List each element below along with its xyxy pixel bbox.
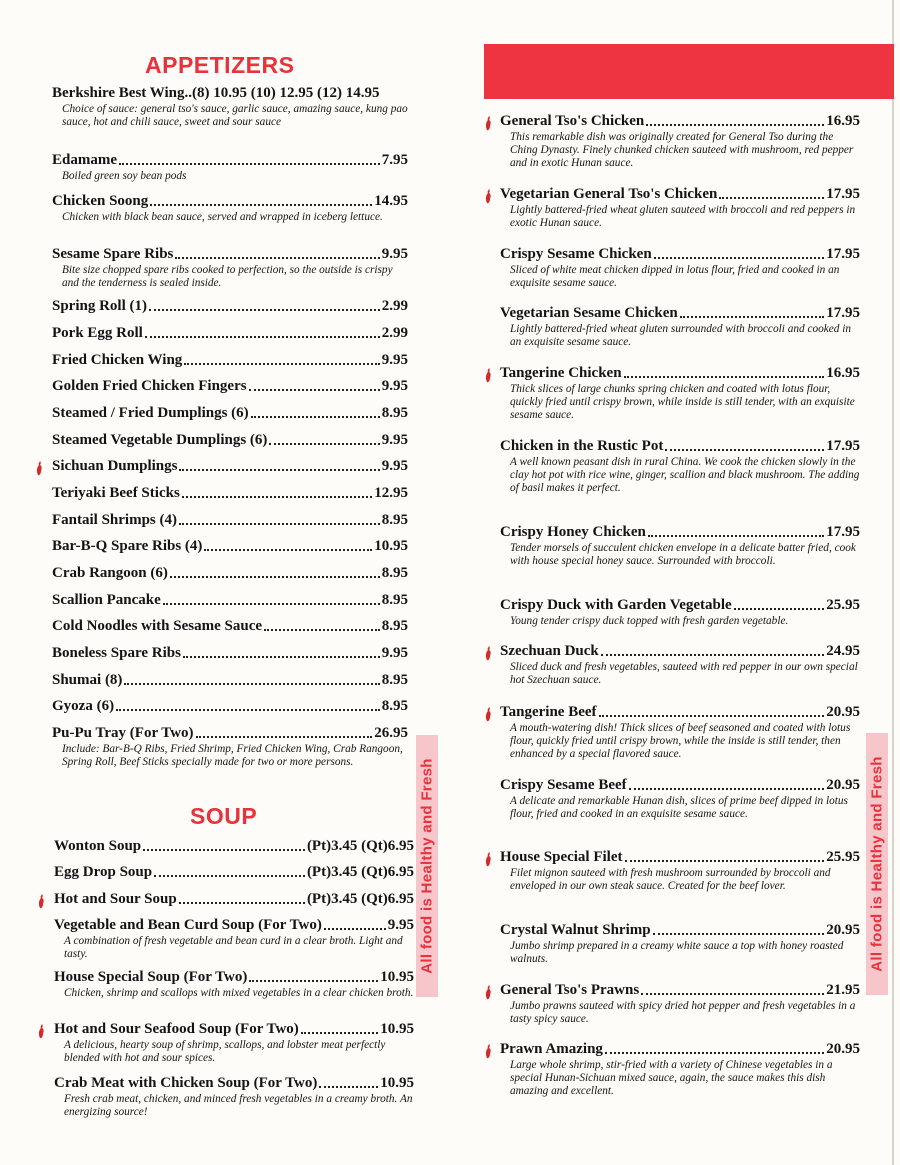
soup-item: [54, 864, 414, 881]
item-description: Boiled green soy bean pods: [62, 170, 187, 182]
item-line: [52, 298, 408, 315]
item-name: Chicken in the Rustic Pot: [500, 438, 664, 454]
appetizers-item: [52, 592, 408, 609]
item-description: Thick slices of large chunks spring chicken and coated with lotus flour, quickly fried until crispy brown, while inside is still tender, with an exquisite sesame sauce.: [510, 383, 855, 421]
appetizers-item: [52, 405, 408, 422]
leader-dots: [605, 1052, 824, 1054]
item-price: (Pt)3.45 (Qt)6.95: [306, 864, 414, 880]
leader-dots: [170, 576, 380, 578]
item-line: [54, 917, 414, 934]
leader-dots: [319, 1086, 378, 1088]
specials-item: [500, 365, 860, 422]
item-name: Teriyaki Beef Sticks: [52, 485, 180, 501]
item-description: Chicken with black bean sauce, served and wrapped in iceberg lettuce.: [62, 211, 383, 223]
item-description: Jumbo shrimp prepared in a creamy white sauce a top with honey roasted walnuts.: [510, 940, 844, 965]
item-price: 9.95: [381, 352, 408, 368]
item-name: Szechuan Duck: [500, 643, 599, 659]
item-name: Spring Roll (1): [52, 298, 148, 314]
specials-item: [500, 982, 860, 1026]
specials-item: [500, 849, 860, 893]
item-description: Bite size chopped spare ribs cooked to perfection, so the outside is crispy and the tenderness is sealed inside.: [62, 264, 393, 289]
leader-dots: [646, 124, 824, 126]
item-price: 9.95: [387, 917, 414, 933]
specials-item: [500, 113, 860, 170]
item-name: Prawn Amazing: [500, 1041, 603, 1057]
item-description: Jumbo prawns sauteed with spicy dried hot pepper and fresh vegetables in a tasty spicy sauce.: [510, 1000, 856, 1025]
chili-pepper-icon: [485, 189, 492, 204]
item-price: 20.95: [826, 922, 860, 938]
item-price: 9.95: [381, 458, 408, 474]
leader-dots: [648, 535, 824, 537]
item-name: Pork Egg Roll: [52, 325, 143, 341]
item-description: Lightly battered-fried wheat gluten sauteed with broccoli and red peppers in exotic Hunan sauce.: [510, 204, 856, 229]
item-name: Tangerine Chicken: [500, 365, 622, 381]
item-name: Cold Noodles with Sesame Sauce: [52, 618, 263, 634]
leader-dots: [629, 788, 825, 790]
leader-dots: [653, 933, 825, 935]
item-line: [52, 458, 408, 475]
item-line: [52, 405, 408, 422]
item-description: This remarkable dish was originally created for General Tso during the Ching Dynasty. Finely chunked chicken sauteed with mushroom, red pepper and in exotic Hunan sauce.: [510, 131, 854, 169]
appetizers-item: [52, 432, 408, 449]
appetizers-item: [52, 698, 408, 715]
item-line: [52, 725, 408, 742]
item-description: Include: Bar-B-Q Ribs, Fried Shrimp, Fried Chicken Wing, Crab Rangoon, Spring Roll, Beef Sticks specially made for two or more persons.: [62, 743, 403, 768]
item-line: [54, 969, 414, 986]
appetizers-item: [52, 645, 408, 662]
leader-dots: [179, 902, 305, 904]
chili-pepper-icon: [485, 985, 492, 1000]
leader-dots: [179, 523, 380, 525]
soup-item: [54, 838, 414, 855]
item-price: 25.95: [826, 597, 860, 613]
item-description: Fresh crab meat, chicken, and minced fresh vegetables in a creamy broth. An energizing source!: [64, 1093, 413, 1118]
chili-pepper-icon: [485, 646, 492, 661]
item-name: Vegetarian General Tso's Chicken: [500, 186, 718, 202]
specials-item: [500, 1041, 860, 1098]
chili-pepper-icon: [485, 707, 492, 722]
item-description: A well known peasant dish in rural China. We cook the chicken slowly in the clay hot pot with rice wine, ginger, scallion and black mushroom. The adding of basil makes it perfect.: [510, 456, 860, 494]
appetizers-item: [52, 565, 408, 582]
item-name: General Tso's Prawns: [500, 982, 640, 998]
leader-dots: [249, 980, 378, 982]
item-line: [52, 246, 408, 263]
item-line: [52, 485, 408, 502]
leader-dots: [719, 197, 824, 199]
item-description: Chicken, shrimp and scallops with mixed vegetables in a clear chicken broth.: [64, 987, 414, 999]
item-description: A delicious, hearty soup of shrimp, scallops, and lobster meat perfectly blended with hot and sour spices.: [64, 1039, 386, 1064]
item-description: A mouth-watering dish! Thick slices of beef seasoned and coated with lotus flour, quickly fried until crispy brown, while the inside is still tender, then enhanced by a special flavored sauce.: [510, 722, 851, 760]
item-line: [54, 891, 414, 908]
item-line: [52, 432, 408, 449]
leader-dots: [154, 875, 305, 877]
item-price: 17.95: [826, 524, 860, 540]
page-edge: [892, 0, 894, 1165]
item-line: [52, 378, 408, 395]
item-line: [52, 193, 408, 210]
specials-item: [500, 704, 860, 761]
item-description: Young tender crispy duck topped with fresh garden vegetable.: [510, 615, 789, 627]
item-name: Edamame: [52, 152, 117, 168]
appetizers-item: [52, 512, 408, 529]
item-name: Golden Fried Chicken Fingers: [52, 378, 247, 394]
appetizers-item: [52, 618, 408, 635]
item-line: [52, 325, 408, 342]
item-price: 17.95: [826, 186, 860, 202]
healthy-banner-right: [866, 733, 888, 995]
leader-dots: [145, 336, 380, 338]
item-name: Vegetable and Bean Curd Soup (For Two): [54, 917, 322, 933]
item-name: Bar-B-Q Spare Ribs (4): [52, 538, 203, 554]
item-price: 21.95: [826, 982, 860, 998]
leader-dots: [654, 257, 825, 259]
item-line: [500, 777, 860, 794]
item-description: Tender morsels of succulent chicken envelope in a delicate batter fried, cook with house special honey sauce. Surrounded with broccoli.: [510, 542, 856, 567]
appetizers-item: [52, 85, 408, 129]
item-price: 8.95: [381, 618, 408, 634]
item-line: [500, 1041, 860, 1058]
leader-dots: [301, 1032, 378, 1034]
item-name: Shumai (8): [52, 672, 123, 688]
item-name: Wonton Soup: [54, 838, 142, 854]
item-price: 8.95: [381, 672, 408, 688]
item-line: [500, 113, 860, 130]
item-price: 9.95: [381, 645, 408, 661]
item-name: Sichuan Dumplings: [52, 458, 178, 474]
item-line: [52, 152, 408, 169]
item-line: [54, 1075, 414, 1092]
item-price: 9.95: [381, 246, 408, 262]
item-name: Steamed / Fried Dumplings (6): [52, 405, 249, 421]
chili-pepper-icon: [36, 461, 43, 476]
chili-pepper-icon: [485, 368, 492, 383]
specials-item: [500, 305, 860, 349]
leader-dots: [150, 204, 372, 206]
healthy-banner-left: [416, 735, 438, 997]
leader-dots: [204, 549, 372, 551]
item-name: Egg Drop Soup: [54, 864, 153, 880]
healthy-banner-right-text: All food is Healthy and Fresh: [868, 756, 886, 972]
item-name: Crystal Walnut Shrimp: [500, 922, 651, 938]
item-description: A combination of fresh vegetable and bean curd in a clear broth. Light and tasty.: [64, 935, 403, 960]
header-red-band: [484, 44, 894, 99]
leader-dots: [641, 993, 824, 995]
item-description: Sliced duck and fresh vegetables, sauteed with red pepper in our own special hot Szechuan sauce.: [510, 661, 858, 686]
item-price: 8.95: [381, 512, 408, 528]
item-name: Sesame Spare Ribs: [52, 246, 174, 262]
item-price: (Pt)3.45 (Qt)6.95: [306, 838, 414, 854]
appetizers-item: [52, 725, 408, 769]
appetizers-item: [52, 672, 408, 689]
item-description: Sliced of white meat chicken dipped in lotus flour, fried and cooked in an exquisite sesame sauce.: [510, 264, 840, 289]
appetizers-title: APPETIZERS: [145, 52, 295, 78]
item-line: [500, 982, 860, 999]
item-price: 17.95: [826, 246, 860, 262]
item-price: 16.95: [826, 113, 860, 129]
soup-title: SOUP: [190, 803, 258, 829]
item-name: Crispy Sesame Beef: [500, 777, 627, 793]
item-price: 2.99: [381, 325, 408, 341]
leader-dots: [625, 860, 825, 862]
item-line: [52, 85, 408, 102]
item-name: Scallion Pancake: [52, 592, 161, 608]
item-name: Gyoza (6): [52, 698, 115, 714]
appetizers-item: [52, 246, 408, 290]
item-line: [500, 438, 860, 455]
specials-item: [500, 438, 860, 495]
item-name: Pu-Pu Tray (For Two): [52, 725, 194, 741]
appetizers-item: [52, 152, 408, 183]
leader-dots: [324, 928, 386, 930]
item-price: 20.95: [826, 704, 860, 720]
item-price: 20.95: [826, 777, 860, 793]
item-name: Boneless Spare Ribs: [52, 645, 181, 661]
item-description: Large whole shrimp, stir-fried with a variety of Chinese vegetables in a special Hunan-Sichuan mixed sauce, again, the sauce makes this dish amazing and excellent.: [510, 1059, 833, 1097]
chili-pepper-icon: [38, 894, 45, 909]
item-price: 2.99: [381, 298, 408, 314]
item-description: Filet mignon sauteed with fresh mushroom surrounded by broccoli and enveloped in our own steak sauce. Created for the beef lover.: [510, 867, 831, 892]
item-line: [54, 864, 414, 881]
item-line: [52, 538, 408, 555]
item-price: 10.95: [374, 538, 408, 554]
chili-pepper-icon: [38, 1024, 45, 1039]
leader-dots: [116, 709, 380, 711]
item-price: (Pt)3.45 (Qt)6.95: [306, 891, 414, 907]
leader-dots: [183, 656, 380, 658]
leader-dots: [624, 376, 825, 378]
item-name: Chicken Soong: [52, 193, 149, 209]
item-line: [52, 592, 408, 609]
item-price: 24.95: [826, 643, 860, 659]
item-name: Steamed Vegetable Dumplings (6): [52, 432, 268, 448]
item-name: House Special Soup (For Two): [54, 969, 248, 985]
appetizers-item: [52, 538, 408, 555]
leader-dots: [182, 496, 372, 498]
leader-dots: [143, 849, 305, 851]
specials-item: [500, 597, 860, 628]
appetizers-item: [52, 352, 408, 369]
specials-item: [500, 643, 860, 687]
leader-dots: [184, 363, 379, 365]
leader-dots: [124, 683, 379, 685]
item-line: [52, 352, 408, 369]
item-line: [52, 698, 408, 715]
item-name: Tangerine Beef: [500, 704, 597, 720]
item-line: [54, 1021, 414, 1038]
item-line: [52, 565, 408, 582]
soup-item: [54, 1075, 414, 1119]
item-name: House Special Filet: [500, 849, 623, 865]
leader-dots: [175, 257, 379, 259]
appetizers-item: [52, 298, 408, 315]
leader-dots: [269, 443, 379, 445]
item-price: 26.95: [374, 725, 408, 741]
item-price: 17.95: [826, 305, 860, 321]
item-price: 10.95: [380, 1075, 414, 1091]
specials-item: [500, 524, 860, 568]
item-line: [500, 643, 860, 660]
item-name: Crispy Duck with Garden Vegetable: [500, 597, 732, 613]
item-line: [500, 186, 860, 203]
leader-dots: [734, 608, 825, 610]
item-line: [54, 838, 414, 855]
leader-dots: [119, 163, 380, 165]
item-name: Fantail Shrimps (4): [52, 512, 178, 528]
item-price: 12.95: [374, 485, 408, 501]
appetizers-item: [52, 485, 408, 502]
leader-dots: [249, 389, 380, 391]
leader-dots: [179, 469, 379, 471]
item-name: Hot and Sour Soup: [54, 891, 177, 907]
item-price: 14.95: [374, 193, 408, 209]
appetizers-item: [52, 458, 408, 475]
specials-item: [500, 922, 860, 966]
item-price: 16.95: [826, 365, 860, 381]
item-description: A delicate and remarkable Hunan dish, slices of prime beef dipped in lotus flour, fried and cooked in an exquisite sesame sauce.: [510, 795, 848, 820]
leader-dots: [601, 654, 824, 656]
item-name: Crispy Honey Chicken: [500, 524, 646, 540]
appetizers-item: [52, 325, 408, 342]
item-price: 20.95: [826, 1041, 860, 1057]
leader-dots: [149, 309, 380, 311]
item-price: 8.95: [381, 405, 408, 421]
specials-item: [500, 186, 860, 230]
healthy-banner-left-text: All food is Healthy and Fresh: [418, 758, 436, 974]
item-price: 8.95: [381, 592, 408, 608]
item-line: [500, 524, 860, 541]
item-line: [52, 645, 408, 662]
item-price: 17.95: [826, 438, 860, 454]
item-name: Berkshire Best Wing..(8) 10.95 (10) 12.95 (12) 14.95: [52, 85, 380, 101]
item-price: 25.95: [826, 849, 860, 865]
item-line: [52, 672, 408, 689]
soup-item: [54, 891, 414, 908]
leader-dots: [251, 416, 380, 418]
item-name: Crab Rangoon (6): [52, 565, 168, 581]
item-price: 10.95: [380, 969, 414, 985]
soup-item: [54, 969, 414, 1000]
item-line: [500, 246, 860, 263]
chili-pepper-icon: [485, 116, 492, 131]
item-line: [52, 512, 408, 529]
item-line: [500, 305, 860, 322]
specials-item: [500, 246, 860, 290]
item-line: [500, 849, 860, 866]
item-description: Lightly battered-fried wheat gluten surrounded with broccoli and cooked in an exquisite sesame sauce.: [510, 323, 852, 348]
item-line: [500, 597, 860, 614]
item-name: General Tso's Chicken: [500, 113, 645, 129]
item-name: Hot and Sour Seafood Soup (For Two): [54, 1021, 299, 1037]
item-price: 10.95: [380, 1021, 414, 1037]
leader-dots: [665, 449, 824, 451]
item-line: [500, 365, 860, 382]
specials-item: [500, 777, 860, 821]
item-price: 7.95: [381, 152, 408, 168]
item-description: Choice of sauce: general tso's sauce, garlic sauce, amazing sauce, kung pao sauce, hot and chili sauce, sweet and sour sauce: [62, 103, 408, 128]
leader-dots: [163, 603, 380, 605]
chili-pepper-icon: [485, 852, 492, 867]
item-line: [52, 618, 408, 635]
item-price: 9.95: [381, 432, 408, 448]
chili-pepper-icon: [485, 1044, 492, 1059]
leader-dots: [264, 629, 380, 631]
item-price: 8.95: [381, 698, 408, 714]
appetizers-item: [52, 193, 408, 224]
item-price: 9.95: [381, 378, 408, 394]
item-name: Fried Chicken Wing: [52, 352, 183, 368]
leader-dots: [599, 715, 825, 717]
item-line: [500, 704, 860, 721]
item-name: Crab Meat with Chicken Soup (For Two): [54, 1075, 318, 1091]
item-line: [500, 922, 860, 939]
soup-item: [54, 1021, 414, 1065]
soup-item: [54, 917, 414, 961]
item-name: Crispy Sesame Chicken: [500, 246, 652, 262]
appetizers-item: [52, 378, 408, 395]
item-name: Vegetarian Sesame Chicken: [500, 305, 678, 321]
item-price: 8.95: [381, 565, 408, 581]
leader-dots: [680, 316, 824, 318]
leader-dots: [196, 736, 373, 738]
